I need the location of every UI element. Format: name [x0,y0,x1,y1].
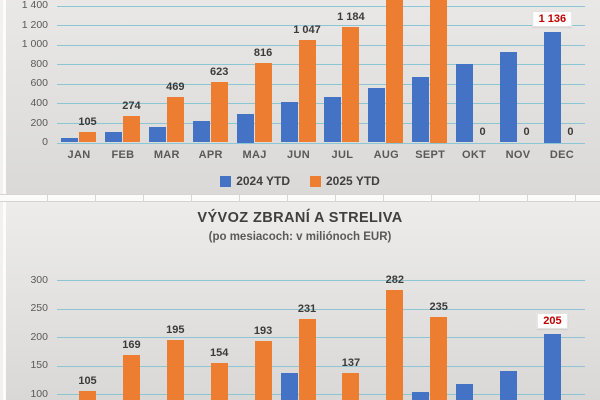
bar-2025 YTD-SEPT [430,0,447,143]
value-label-OKT: 0 [479,126,486,138]
legend-swatch-2024 [220,176,231,187]
bottom-chart-subtitle: (po mesiacoch: v miliónoch EUR) [208,231,392,243]
bar-2024 YTD-JUN [281,102,298,142]
gridline-1200 [57,25,585,26]
y-axis-tick-label: 1 400 [21,0,48,12]
bar-2025 YTD-APR [211,82,228,143]
y-axis-tick-label: 1 200 [21,18,48,31]
y-axis-tick-label: 600 [30,77,48,90]
bar-2024 YTD-AUG [368,88,385,142]
bar-2025 YTD-MAJ [255,63,272,143]
y-axis-tick-label: 300 [30,273,48,286]
month-label-APR: APR [198,149,223,161]
cell-border-tick [287,195,288,202]
bar-2024 YTD-FEB [105,132,122,143]
month-label-JUN: JUN [287,149,310,161]
y-axis-tick-label: 200 [30,116,48,129]
cell-border-tick [479,195,480,202]
value-label-NOV: 0 [523,126,530,138]
value-label-highlight-DEC: 205 [537,313,567,329]
value-label-highlight-DEC: 1 136 [533,11,573,27]
value-label-FEB: 169 [122,338,141,351]
value-label-DEC: 0 [567,126,574,138]
gridline-1000 [57,45,585,46]
value-label-MAR: 469 [166,80,185,93]
bar-2024 YTD-SEPT [412,77,429,143]
value-label-MAJ: 193 [253,325,273,338]
bar-2025-JUN [299,319,316,400]
y-axis-tick-label: 250 [30,302,48,315]
bar-2025 YTD-MAR [167,97,184,143]
cell-border-tick [575,195,576,202]
month-label-OKT: OKT [462,149,487,161]
cell-border-tick [431,195,432,202]
y-axis-tick-label: 800 [30,57,48,70]
sheet-row-between-charts [0,194,600,202]
cell-border-tick [143,195,144,202]
month-label-AUG: AUG [373,149,399,161]
value-label-MAJ: 816 [253,46,273,59]
legend-label-2025: 2025 YTD [326,174,380,188]
gridline-1400 [57,6,585,7]
month-label-MAR: MAR [153,149,180,161]
legend-item-2024 [220,174,290,188]
bar-2024-JUN [281,373,298,400]
bar-2025-MAR [167,340,184,400]
bar-2025-MAJ [255,341,272,400]
value-label-MAR: 195 [166,323,185,336]
value-label-JUN: 231 [297,303,317,316]
bar-2025-APR [211,363,228,400]
cell-border-tick [383,195,384,202]
month-label-MAJ: MAJ [242,149,267,161]
bar-2024 YTD-NOV [500,52,517,143]
cell-border-tick [191,195,192,202]
cell-border-tick [95,195,96,202]
value-label-APR: 154 [210,347,229,360]
cell-border-tick [47,195,48,202]
bar-2025 YTD-JAN [79,132,96,142]
bar-2025 YTD-FEB [123,116,140,143]
legend-item-2025 [310,174,380,188]
y-axis-tick-label: 150 [30,359,48,372]
value-label-AUG: 282 [385,274,404,287]
bar-2024-DEC [544,334,561,400]
month-label-JUL: JUL [331,149,354,161]
bar-2024-NOV [500,371,517,400]
bar-2024-OKT [456,384,473,400]
bar-2024-SEPT [412,392,429,400]
legend-label-2024: 2024 YTD [236,174,290,188]
y-axis-tick-label: 200 [30,330,48,343]
y-axis-tick-label: 400 [30,96,48,109]
y-axis-tick-label: 100 [30,387,48,400]
cell-border-tick [239,195,240,202]
value-label-JUL: 137 [341,357,361,369]
bottom-chart-title: VÝVOZ ZBRANÍ A STRELIVA [197,210,403,226]
bar-2025-FEB [123,355,140,400]
value-label-JAN: 105 [78,116,97,129]
bar-2024 YTD-APR [193,121,210,143]
month-label-NOV: NOV [505,149,531,161]
month-label-DEC: DEC [549,149,574,161]
y-axis-tick-label: 1 000 [21,38,48,51]
value-label-JUL: 1 184 [337,10,365,23]
cell-border-tick [527,195,528,202]
bar-2025 YTD-AUG [386,0,403,143]
bar-2024 YTD-JAN [61,138,78,143]
bar-2025-SEPT [430,317,447,400]
value-label-FEB: 274 [122,99,141,112]
value-label-APR: 623 [210,65,229,78]
bar-2025-AUG [386,290,403,400]
gridline-250 [57,309,585,310]
bar-2024 YTD-MAR [149,127,166,143]
legend-swatch-2025 [310,176,321,187]
month-label-FEB: FEB [111,149,135,161]
gridline-300 [57,280,585,281]
bar-2024 YTD-DEC [544,32,561,143]
bar-2024 YTD-OKT [456,64,473,142]
bar-2025-JUL [342,373,359,400]
value-label-JUN: 1 047 [293,24,321,37]
month-label-SEPT: SEPT [415,149,446,161]
bar-2024 YTD-MAJ [237,114,254,143]
bar-2025-JAN [79,391,96,400]
value-label-SEPT: 235 [429,301,448,314]
top-chart-legend [0,174,600,188]
bar-2025 YTD-JUN [299,40,316,142]
gridline-0 [57,143,585,144]
y-axis-tick-label: 0 [42,136,48,148]
month-label-JAN: JAN [67,149,91,161]
value-label-JAN: 105 [78,375,97,388]
cell-border-tick [335,195,336,202]
bar-2025 YTD-JUL [342,27,359,143]
bar-2024 YTD-JUL [324,97,341,143]
